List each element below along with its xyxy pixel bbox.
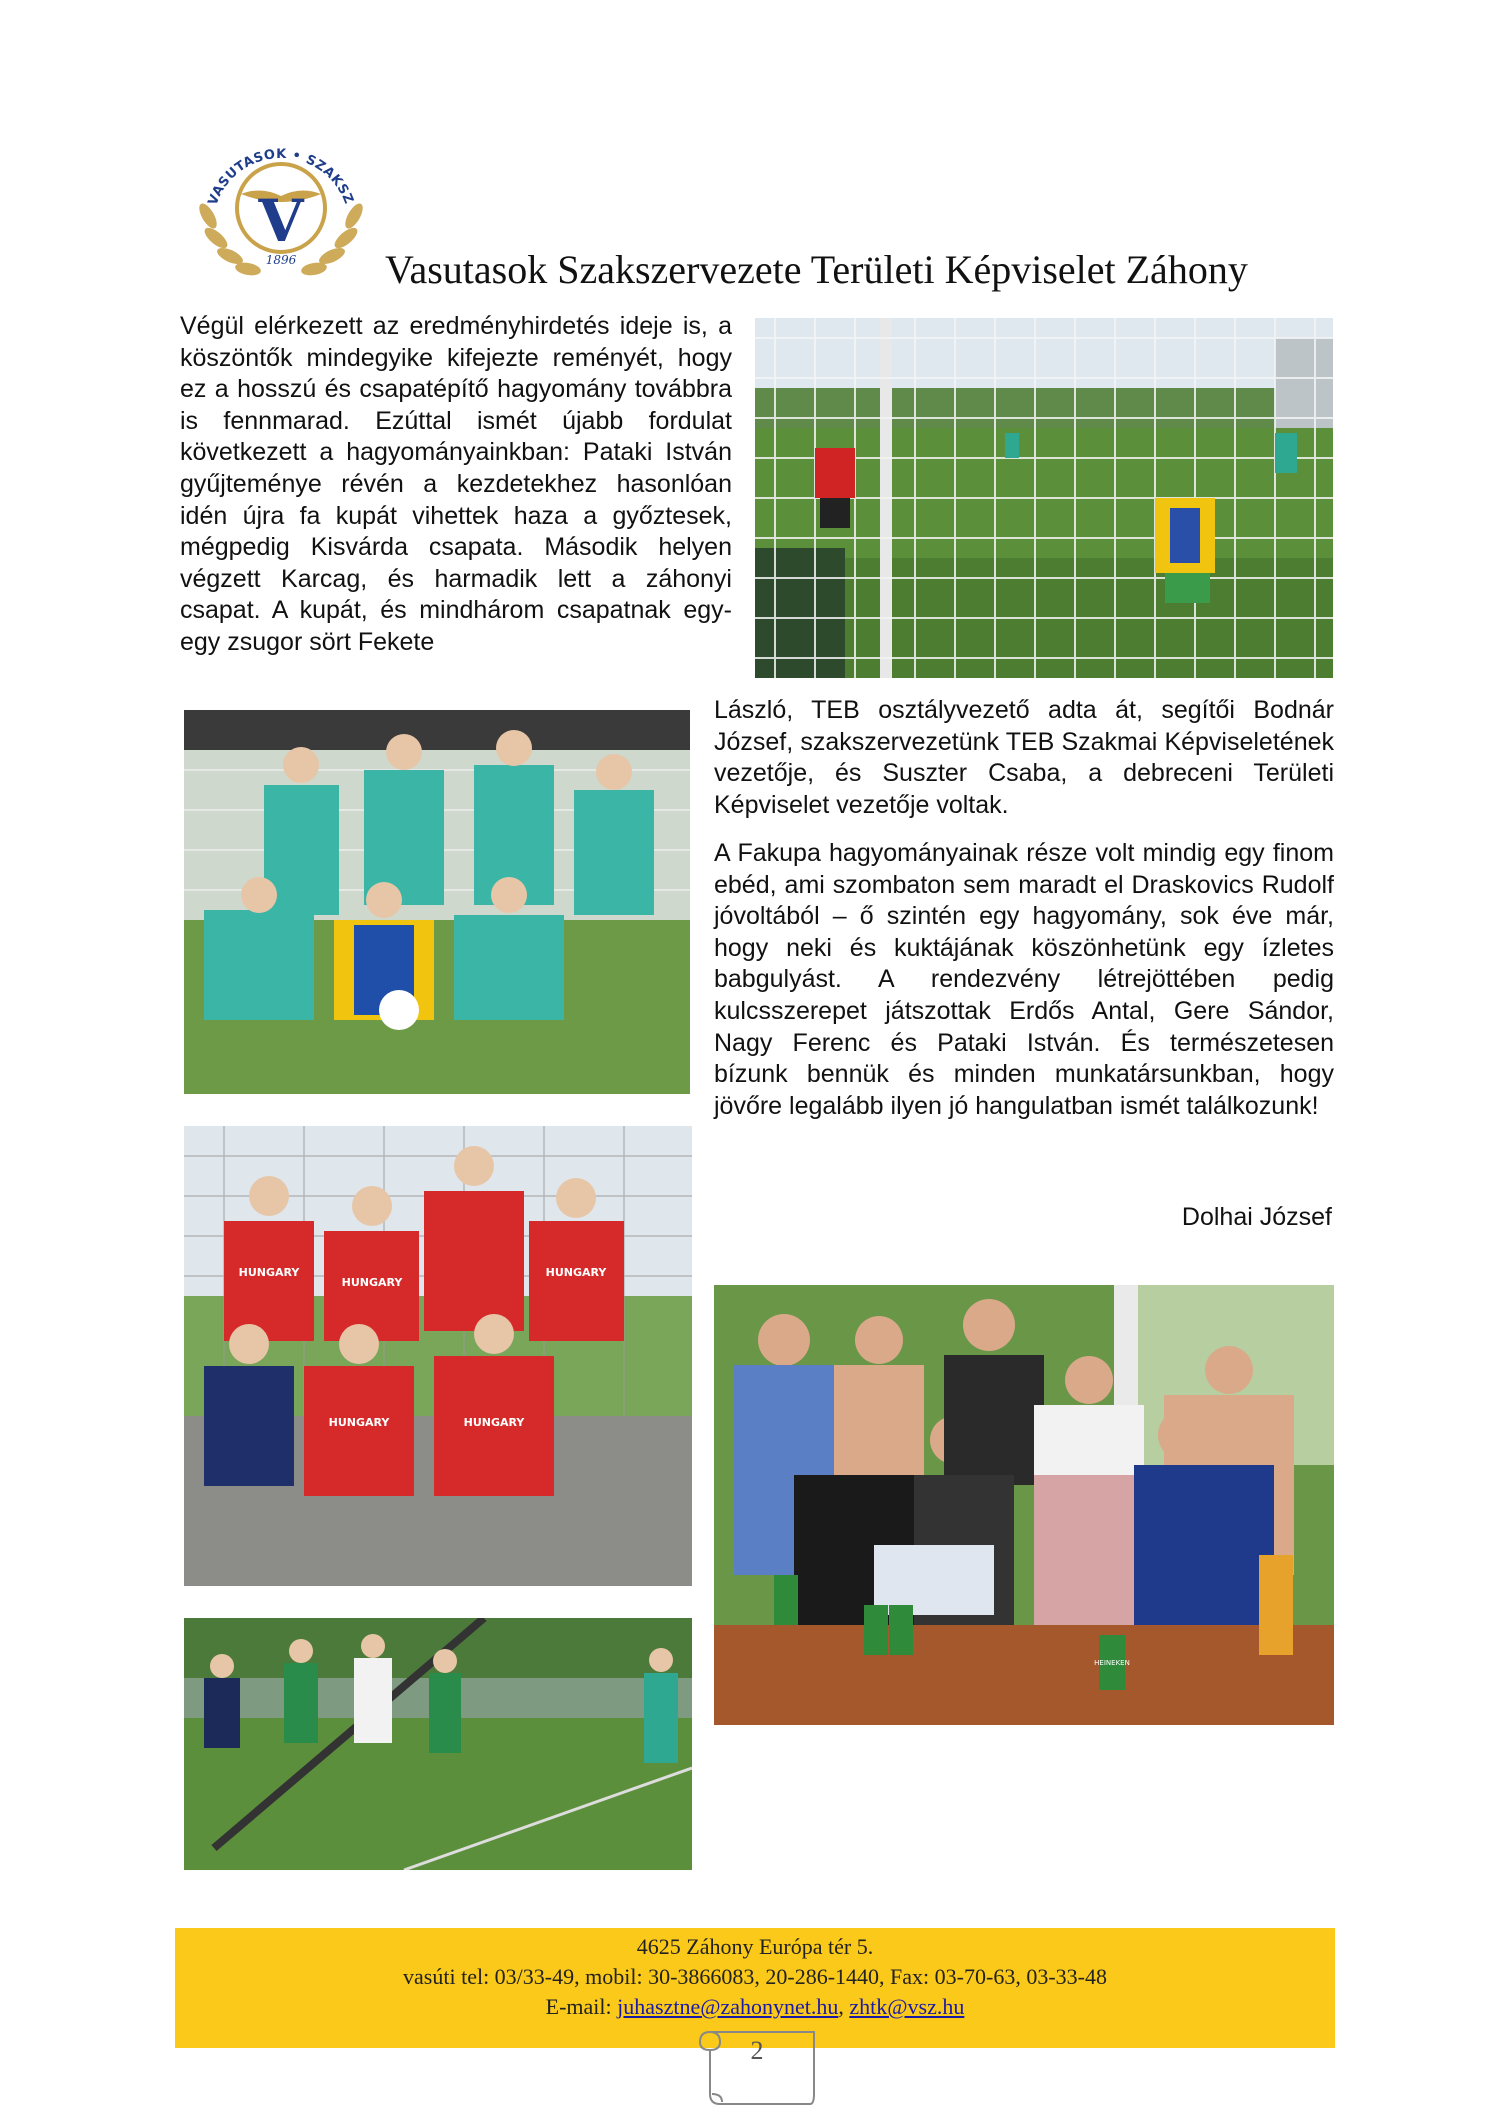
logo-year: 1896 [265,253,297,267]
photo-group-lunch-table [714,1285,1334,1725]
jersey-text: HUNGARY [238,1266,300,1279]
page-number: 2 [750,2036,764,2065]
article-paragraph-2: A Fakupa hagyományainak része volt mindig egy finom ebéd, ami szombaton sem maradt el Draskovics Rudolf jóvoltából – ő szintén egy hagyomány, sok éve már, hogy neki és kuktájának köszönhetünk egy ízletes babgulyást. A rendezvény létrejöttében pedig kulcsszerepet játszottak Erdős Antal, Gere Sándor, Nagy Ferenc és Pataki István. És természetesen bízunk bennük és minden munkatársunkban, hogy jövőre legalább ilyen jó hangulatban ismét találkozunk! [714,839,1334,1120]
jersey-text: HUNGARY [328,1416,390,1429]
author-signature: Dolhai József [1181,1203,1332,1231]
can-label: HEINEKEN [1094,1659,1130,1667]
jersey-text: HUNGARY [545,1266,607,1279]
logo-letter: V [258,187,304,255]
photo-team-teal [184,710,690,1094]
footer-email-line [175,1992,1335,2022]
page-title: Vasutasok Szakszervezete Területi Képviselet Záhony [385,247,1248,292]
jersey-text: HUNGARY [463,1416,525,1429]
email-link-2[interactable]: zhtk@vsz.hu [849,1994,965,2019]
article-paragraph-1a: Végül elérkezett az eredményhirdetés ideje is, a köszöntők mindegyike kifejezte reményét, hogy ez a hosszú és csapatépítő hagyomány továbbra is fennmarad. Ezúttal ismét újabb fordulat következett a hagyományainkban: Pataki István gyűjteménye révén a kezdetekhez hasonlóan idén újra fa kupát vihettek haza a győztesek, mégpedig Kisvárda csapata. Második helyen végzett Karcag, és harmadik lett a záhonyi csapat. A kupát, és mindhárom csapatnak egy-egy zsugor sört Fekete [180,312,732,656]
union-logo [186,96,376,286]
jersey-text: HUNGARY [341,1276,403,1289]
footer-email-label: E-mail: [545,1994,618,2019]
photo-goal-net-match [755,318,1333,678]
logo-arc-text: VASUTASOK • SZAKSZ [205,146,357,208]
photo-handshake-field [184,1618,692,1870]
photo-team-red-hungary [184,1126,692,1586]
email-link-1[interactable]: juhasztne@zahonynet.hu [617,1994,839,2019]
article-paragraph-1b: László, TEB osztályvezető adta át, segítői Bodnár József, szakszervezetünk TEB Szakmai Képviseletének vezetője, és Suszter Csaba, a debreceni Területi Képviselet vezetője voltak. [714,696,1334,819]
footer-phones: vasúti tel: 03/33-49, mobil: 30-3866083, 20-286-1440, Fax: 03-70-63, 03-33-48 [403,1964,1107,1989]
footer-email-separator: , [838,1994,850,2019]
footer-address: 4625 Záhony Európa tér 5. [636,1934,874,1959]
